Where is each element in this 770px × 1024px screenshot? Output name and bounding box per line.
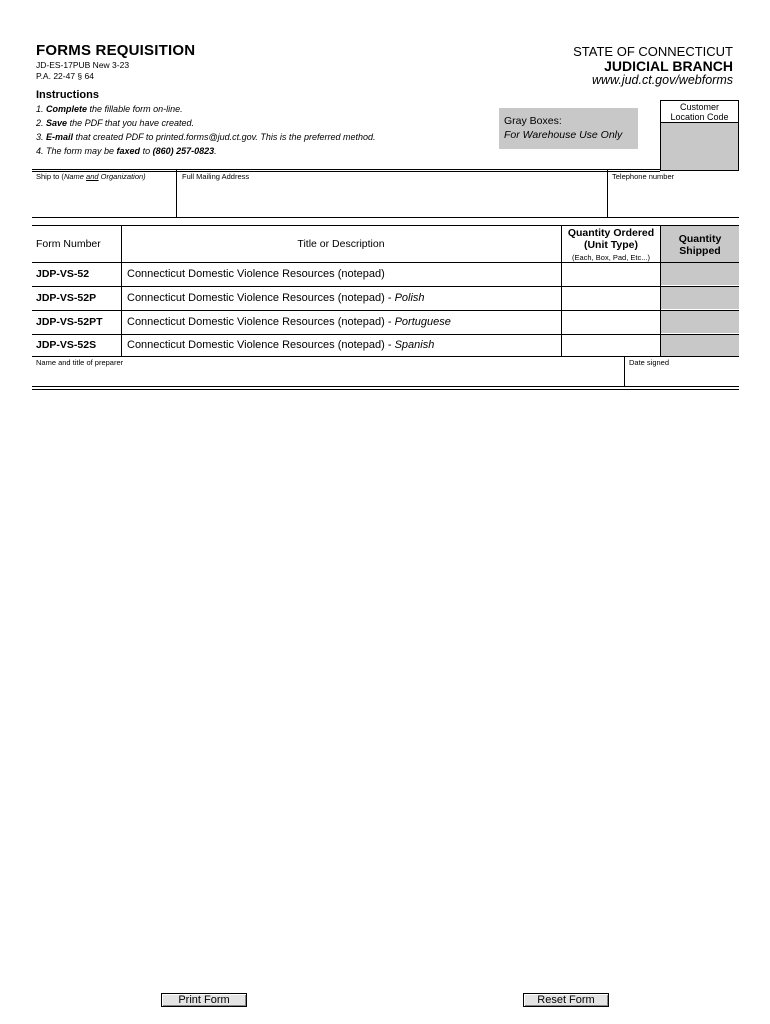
ship-to-field[interactable] [32, 182, 176, 217]
quantity-ordered-input[interactable] [562, 311, 660, 333]
divider [32, 356, 739, 357]
form-title: FORMS REQUISITION [36, 42, 196, 59]
quantity-shipped-cell [661, 335, 739, 356]
ship-to-label: Ship to (Name and Organization) [36, 172, 146, 181]
warehouse-use-note [499, 108, 638, 149]
col-title: Title or Description [297, 238, 385, 250]
warehouse-note-line1: Gray Boxes: [504, 115, 562, 127]
row-form-number: JDP-VS-52S [36, 339, 97, 351]
row-title: Connecticut Domestic Violence Resources (notepad) - Spanish [127, 339, 435, 351]
row-title: Connecticut Domestic Violence Resources (notepad) - Portuguese [127, 316, 451, 328]
mailing-address-label: Full Mailing Address [182, 172, 250, 181]
customer-location-code-field [661, 123, 738, 170]
statute-reference: P.A. 22-47 § 64 [36, 71, 94, 81]
instructions-heading: Instructions [36, 89, 99, 101]
quantity-ordered-input[interactable] [562, 263, 660, 285]
row-title: Connecticut Domestic Violence Resources (notepad) [127, 268, 385, 280]
warehouse-note-line2: For Warehouse Use Only [504, 129, 623, 141]
instruction-step-3: 3. E-mail that created PDF to printed.forms@jud.ct.gov. This is the preferred method. [36, 132, 376, 142]
divider [32, 225, 739, 226]
row-form-number: JDP-VS-52PT [36, 316, 103, 328]
mailing-address-field[interactable] [177, 182, 607, 217]
instruction-step-1: 1. Complete the fillable form on-line. [36, 104, 183, 114]
divider [32, 386, 739, 387]
divider [32, 389, 739, 390]
row-form-number: JDP-VS-52P [36, 292, 97, 304]
customer-location-code-box [660, 100, 739, 171]
date-signed-label: Date signed [629, 358, 670, 367]
reset-form-button[interactable]: Reset Form [523, 993, 609, 1007]
col-quantity-shipped: Quantity Shipped [661, 226, 739, 262]
instruction-step-2: 2. Save the PDF that you have created. [36, 118, 194, 128]
preparer-field[interactable] [32, 368, 624, 386]
col-form-number: Form Number [36, 238, 101, 250]
row-title: Connecticut Domestic Violence Resources (notepad) - Polish [127, 292, 425, 304]
quantity-ordered-input[interactable] [562, 335, 660, 356]
quantity-shipped-cell [661, 287, 739, 309]
quantity-shipped-cell [661, 311, 739, 333]
preparer-label: Name and title of preparer [36, 358, 124, 367]
telephone-field[interactable] [608, 182, 739, 217]
website-link[interactable]: www.jud.ct.gov/webforms [591, 73, 733, 87]
form-id: JD-ES-17PUB New 3-23 [36, 60, 130, 70]
instruction-step-4: 4. The form may be faxed to (860) 257-0823. [36, 146, 217, 156]
col-quantity-ordered: Quantity Ordered (Unit Type) (Each, Box, Pad, Etc...) [567, 227, 655, 262]
date-signed-field[interactable] [625, 368, 739, 386]
divider [32, 217, 739, 218]
state-name: STATE OF CONNECTICUT [573, 44, 733, 59]
customer-location-label: Customer Location Code [661, 101, 738, 123]
quantity-ordered-input[interactable] [562, 287, 660, 309]
telephone-label: Telephone number [612, 172, 675, 181]
branch-name: JUDICIAL BRANCH [604, 58, 733, 74]
print-form-button[interactable]: Print Form [161, 993, 247, 1007]
divider [32, 169, 660, 170]
quantity-shipped-cell [661, 263, 739, 285]
row-form-number: JDP-VS-52 [36, 268, 90, 280]
